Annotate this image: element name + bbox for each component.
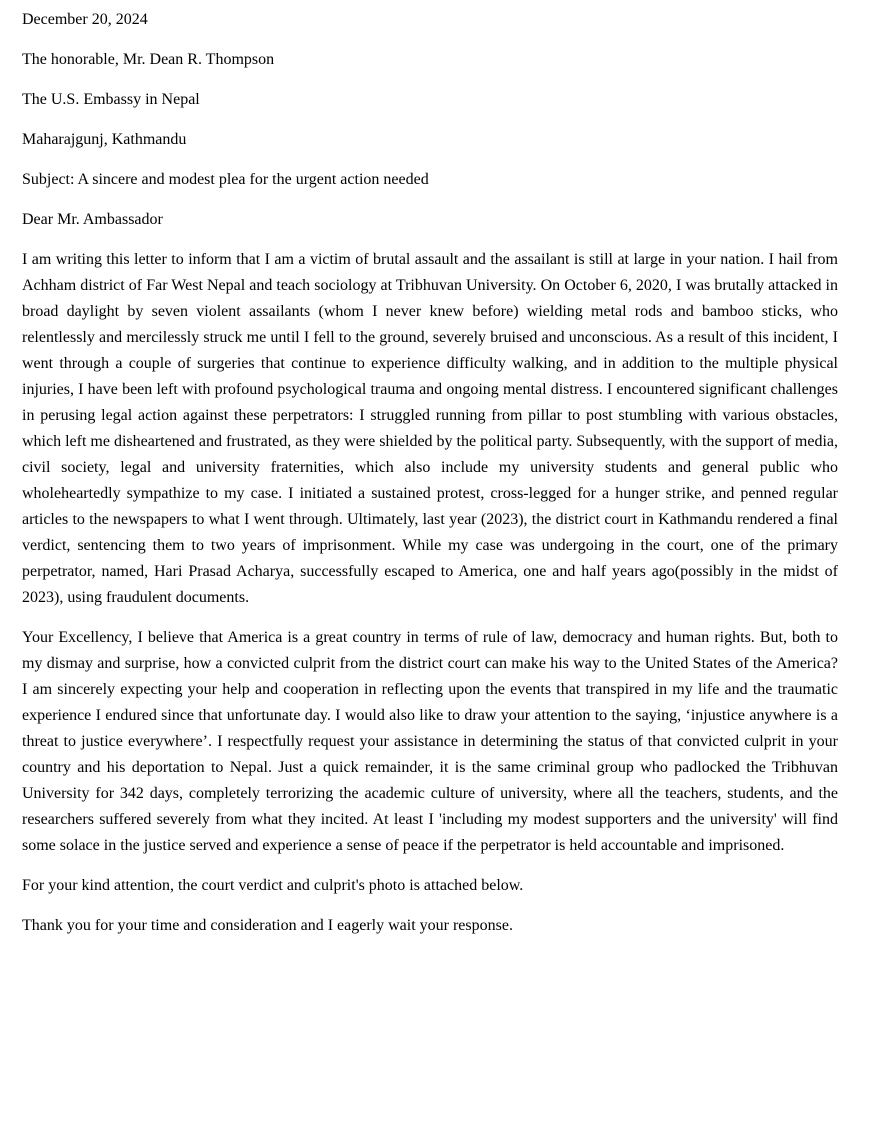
recipient-name: The honorable, Mr. Dean R. Thompson: [22, 51, 275, 68]
recipient-address: Maharajgunj, Kathmandu: [22, 131, 187, 148]
subject-line: Subject: A sincere and modest plea for the urgent action needed: [22, 171, 429, 188]
body-paragraph-1: I am writing this letter to inform that I am a victim of brutal assault and the assailant is still at large in your nation. I hail from Achham district of Far West Nepal and teach sociology at Tribhuvan University. On October 6, 2020, I was brutally attacked in broad daylight by seven violent assailants (whom I never knew before) wielding metal rods and bamboo sticks, who relentlessly and mercilessly struck me until I fell to the ground, severely bruised and unconscious. As a result of this incident, I went through a couple of surgeries that continue to experience difficulty walking, and in addition to the multiple physical injuries, I have been left with profound psychological trauma and ongoing mental distress. I encountered significant challenges in perusing legal action against these perpetrators: I struggled running from pillar to post stumbling with various obstacles, which left me disheartened and frustrated, as they were shielded by the political party. Subsequently, with the support of media, civil society, legal and university fraternities, which also include my university students and general public who wholeheartedly sympathize to my case. I initiated a sustained protest, cross-legged for a hunger strike, and penned regular articles to the newspapers to what I went through. Ultimately, last year (2023), the district court in Kathmandu rendered a final verdict, sentencing them to two years of imprisonment. While my case was undergoing in the court, one of the primary perpetrator, named, Hari Prasad Acharya, successfully escaped to America, one and half years ago(possibly in the midst of 2023), using fraudulent documents.: [22, 251, 838, 606]
closing-line-thanks: Thank you for your time and consideration and I eagerly wait your response.: [22, 917, 513, 934]
salutation: Dear Mr. Ambassador: [22, 211, 163, 228]
recipient-organization: The U.S. Embassy in Nepal: [22, 91, 200, 108]
closing-line-attachment-note: For your kind attention, the court verdict and culprit's photo is attached below.: [22, 877, 524, 894]
letter-date: December 20, 2024: [22, 11, 148, 28]
body-paragraph-2: Your Excellency, I believe that America is a great country in terms of rule of law, democracy and human rights. But, both to my dismay and surprise, how a convicted culprit from the district court can make his way to the United States of the America? I am sincerely expecting your help and cooperation in reflecting upon the events that transpired in my life and the traumatic experience I endured since that unfortunate day. I would also like to draw your attention to the saying, ‘injustice anywhere is a threat to justice everywhere’. I respectfully request your assistance in determining the status of that convicted culprit in your country and his deportation to Nepal. Just a quick remainder, it is the same criminal group who padlocked the Tribhuvan University for 342 days, completely terrorizing the academic culture of university, where all the teachers, students, and the researchers suffered severely from what they incited. At least I 'including my modest supporters and the university' will find some solace in the justice served and experience a sense of peace if the perpetrator is held accountable and imprisoned.: [22, 629, 838, 854]
